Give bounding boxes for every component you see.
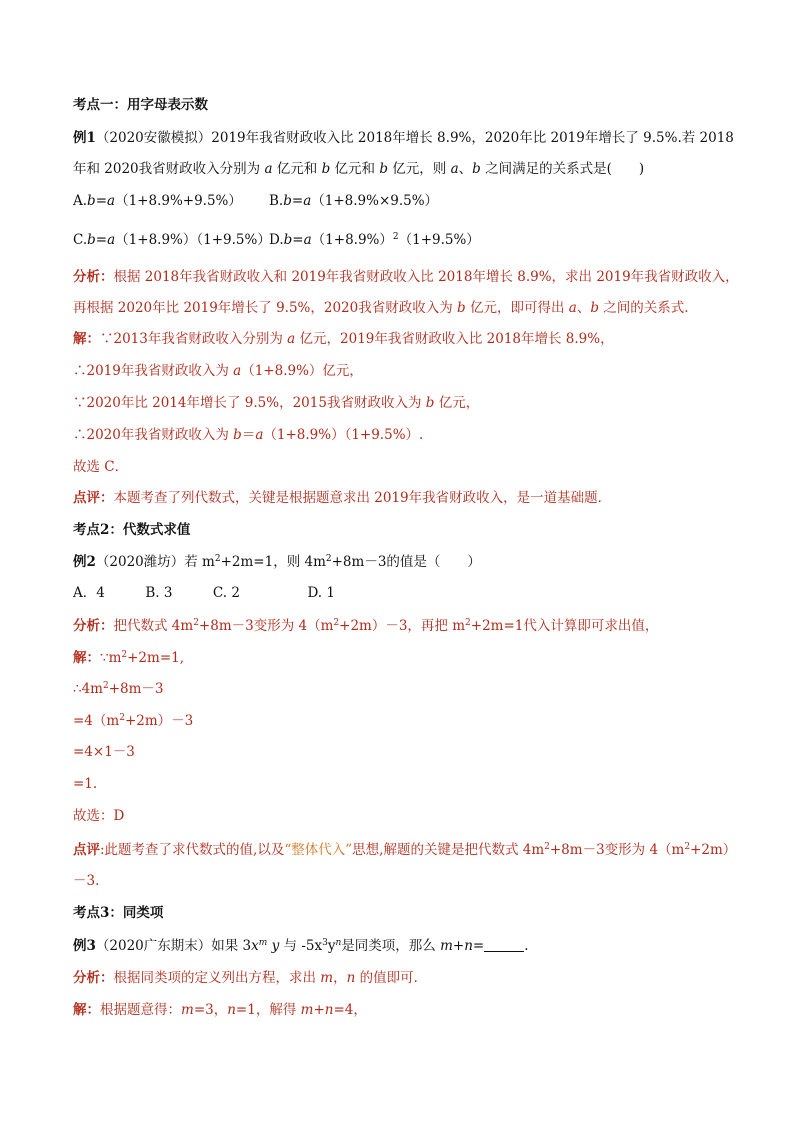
analysis-2: 分析：把代数式 $4m^2+8m-3$变形为 $4(m^2+2m)-3$，再把 $m^2+2m=1$代入计算即可求出值，	[73, 618, 659, 634]
comment-2-line-1: 点评:此题考查了求代数式的值,以及“整体代入”思想,解题的关键是把代数式 $4m^2+8m-3$变形为 $4(m^2+2m)$	[73, 842, 737, 858]
option-c: C.b=a（1+8.9%）（1+9.5%）	[73, 232, 271, 248]
section-1-heading: 考点一：用字母表示数	[73, 97, 208, 113]
solution-1-line-4: ∴2020年我省财政收入为 b＝a（1+8.9%）（1+9.5%）.	[73, 427, 424, 443]
analysis-1-line-1: 分析：根据 2018年我省财政收入和 2019年我省财政收入比 2018年增长 8.9%，求出 2019年我省财政收入，	[73, 269, 739, 285]
analysis-1-line-2: 再根据 2020年比 2019年增长了 9.5%，2020我省财政收入为 b 亿元，即可得出 a、b 之间的关系式.	[73, 300, 689, 316]
analysis-label: 分析：	[73, 269, 114, 285]
comment-1: 点评：本题考查了列代数式，关键是根据题意求出 2019年我省财政收入，是一道基础题．	[73, 490, 612, 506]
example-3-label: 例3	[73, 938, 96, 954]
solution-2-line-2: $\therefore 4m^2+8m-3$	[73, 681, 164, 697]
solution-label: 解：	[73, 331, 100, 347]
section-2-heading: 考点2：代数式求值	[73, 522, 191, 538]
solution-3: 解：根据题意得：m=3，n=1，解得 m+n=4，	[73, 1002, 367, 1018]
example-2-label: 例2	[73, 554, 96, 570]
solution-1-answer: 故选 C．	[73, 459, 129, 475]
example-1-line-2: 年和 2020我省财政收入分别为 a 亿元和 b 亿元和 b 亿元，则 a、b 之间满足的关系式是( )	[73, 161, 645, 177]
section-3-heading: 考点3：同类项	[73, 905, 164, 921]
example-2-options: A．4 B. 3 C. 2 D. 1	[73, 585, 335, 601]
solution-2-line-1: 解：$\because m^2+2m=1$,	[73, 650, 185, 666]
option-b: B.b=a（1+8.9%×9.5%）	[269, 193, 439, 209]
example-2-line: 例2（2020潍坊）若 $m^2+2m=1$，则 $4m^2+8m-3$的值是（ ）	[73, 554, 481, 570]
solution-1-line-1: 解：∵2013年我省财政收入分别为 a 亿元，2019年我省财政收入比 2018年增长 8.9%，	[73, 331, 614, 347]
solution-2-answer: 故选：D	[73, 808, 125, 824]
solution-2-line-4: =4×1－3	[73, 744, 135, 760]
solution-2-line-5: =1.	[73, 776, 98, 792]
answer-blank	[484, 937, 524, 952]
example-1-line-1: 例1（2020安徽模拟）2019年我省财政收入比 2018年增长 8.9%，2020年比 2019年增长了 9.5%.若 2018	[73, 130, 734, 146]
example-1-label: 例1	[73, 130, 96, 146]
solution-2-line-3: $=4(m^2+2m)-3$	[73, 713, 194, 729]
example-3-line: 例3（2020广东期末）如果 $3x^m$ y 与 $-5x^3y^n$是同类项，那么 m+n= .	[73, 938, 529, 954]
option-a: A.b=a（1+8.9%+9.5%）	[73, 193, 242, 209]
solution-1-line-2: ∴2019年我省财政收入为 a（1+8.9%）亿元，	[73, 363, 363, 379]
analysis-3: 分析：根据同类项的定义列出方程，求出 m，n 的值即可．	[73, 970, 428, 986]
solution-1-line-3: ∵2020年比 2014年增长了 9.5%，2015我省财政收入为 b 亿元，	[73, 395, 480, 411]
comment-label: 点评：	[73, 490, 114, 506]
option-d: $D.b=a(1+8.9\%)^2(1+9.5\%)$	[269, 232, 480, 248]
comment-2-line-2: －3.	[73, 873, 100, 889]
